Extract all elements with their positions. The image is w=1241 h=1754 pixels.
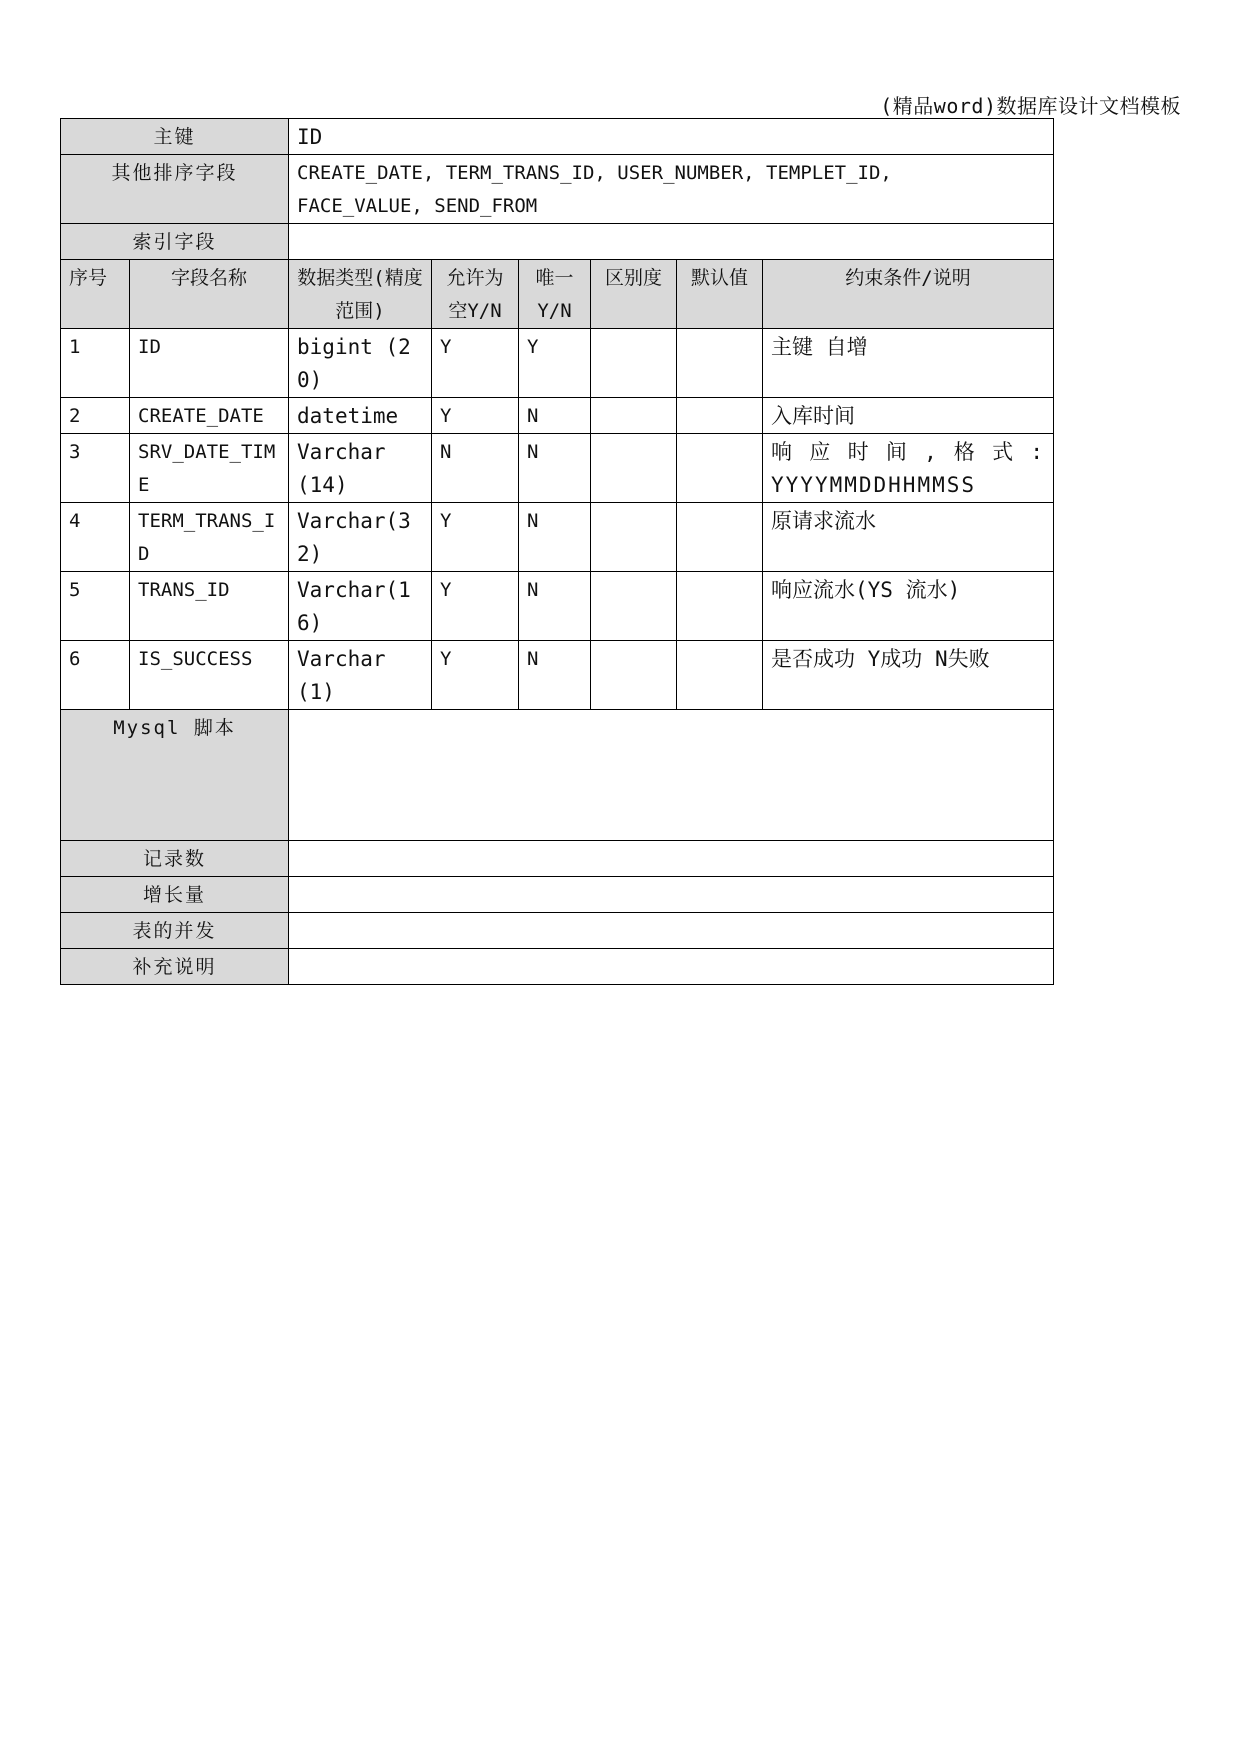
notes-label: 补充说明: [61, 949, 289, 985]
cell-seq: 2: [61, 398, 130, 434]
cell-distinct: [591, 398, 677, 434]
cell-seq: 5: [61, 572, 130, 641]
cell-nullable: Y: [432, 572, 519, 641]
row-primary-key: [61, 119, 1054, 155]
row-notes: [61, 949, 1054, 985]
table-row: [61, 329, 1054, 398]
col-header-name: 字段名称: [130, 260, 289, 329]
cell-name: IS_SUCCESS: [130, 641, 289, 710]
growth-label: 增长量: [61, 877, 289, 913]
cell-unique: N: [519, 503, 591, 572]
cell-default: [677, 503, 763, 572]
record-count-value: [289, 841, 1054, 877]
table-row: [61, 398, 1054, 434]
notes-value: [289, 949, 1054, 985]
column-header-row: [61, 260, 1054, 329]
cell-name: SRV_DATE_TIME: [130, 434, 289, 503]
cell-nullable: Y: [432, 503, 519, 572]
cell-name: TERM_TRANS_ID: [130, 503, 289, 572]
mysql-script-label: Mysql 脚本: [61, 710, 289, 841]
cell-constraint: 是否成功 Y成功 N失败: [763, 641, 1054, 710]
growth-value: [289, 877, 1054, 913]
cell-constraint: 响 应 时 间 , 格 式 : YYYYMMDDHHMMSS: [763, 434, 1054, 503]
row-record-count: [61, 841, 1054, 877]
cell-type: Varchar(1): [289, 641, 432, 710]
cell-name: CREATE_DATE: [130, 398, 289, 434]
cell-default: [677, 398, 763, 434]
cell-nullable: Y: [432, 398, 519, 434]
cell-unique: Y: [519, 329, 591, 398]
table-spec: [60, 118, 1054, 985]
cell-seq: 4: [61, 503, 130, 572]
row-mysql-script: [61, 710, 1054, 841]
row-growth: [61, 877, 1054, 913]
col-header-type: 数据类型(精度范围): [289, 260, 432, 329]
cell-default: [677, 572, 763, 641]
col-header-default: 默认值: [677, 260, 763, 329]
col-header-constraint: 约束条件/说明: [763, 260, 1054, 329]
cell-seq: 3: [61, 434, 130, 503]
cell-name: ID: [130, 329, 289, 398]
cell-type: bigint (20): [289, 329, 432, 398]
cell-distinct: [591, 329, 677, 398]
other-sort-value: [289, 155, 1054, 224]
row-index: [61, 224, 1054, 260]
cell-nullable: Y: [432, 329, 519, 398]
other-sort-line2: FACE_VALUE, SEND_FROM: [297, 195, 538, 217]
cell-default: [677, 434, 763, 503]
cell-seq: 1: [61, 329, 130, 398]
cell-unique: N: [519, 434, 591, 503]
cell-constraint: 主键 自增: [763, 329, 1054, 398]
primary-key-label: 主键: [61, 119, 289, 155]
cell-unique: N: [519, 572, 591, 641]
cell-constraint: 原请求流水: [763, 503, 1054, 572]
other-sort-label: 其他排序字段: [61, 155, 289, 224]
col-header-unique: 唯一Y/N: [519, 260, 591, 329]
row-other-sort: [61, 155, 1054, 224]
cell-nullable: N: [432, 434, 519, 503]
index-value: [289, 224, 1054, 260]
cell-type: Varchar(32): [289, 503, 432, 572]
page-header-title: (精品word)数据库设计文档模板: [880, 94, 1181, 118]
concurrency-label: 表的并发: [61, 913, 289, 949]
cell-constraint: 响应流水(YS 流水): [763, 572, 1054, 641]
table-row: [61, 503, 1054, 572]
cell-default: [677, 329, 763, 398]
other-sort-line1: CREATE_DATE, TERM_TRANS_ID, USER_NUMBER, TEMPLET_ID,: [297, 162, 892, 184]
col-header-distinct: 区别度: [591, 260, 677, 329]
cell-unique: N: [519, 398, 591, 434]
col-header-nullable: 允许为空Y/N: [432, 260, 519, 329]
mysql-script-value: [289, 710, 1054, 841]
cell-distinct: [591, 503, 677, 572]
col-header-seq: 序号: [61, 260, 130, 329]
cell-unique: N: [519, 641, 591, 710]
cell-name: TRANS_ID: [130, 572, 289, 641]
cell-distinct: [591, 434, 677, 503]
cell-type: datetime: [289, 398, 432, 434]
cell-constraint: 入库时间: [763, 398, 1054, 434]
table-row: [61, 434, 1054, 503]
primary-key-value: ID: [289, 119, 1054, 155]
cell-distinct: [591, 641, 677, 710]
cell-seq: 6: [61, 641, 130, 710]
row-concurrency: [61, 913, 1054, 949]
cell-type: Varchar (14): [289, 434, 432, 503]
cell-default: [677, 641, 763, 710]
cell-distinct: [591, 572, 677, 641]
record-count-label: 记录数: [61, 841, 289, 877]
cell-type: Varchar(16): [289, 572, 432, 641]
cell-nullable: Y: [432, 641, 519, 710]
table-row: [61, 641, 1054, 710]
concurrency-value: [289, 913, 1054, 949]
index-label: 索引字段: [61, 224, 289, 260]
table-row: [61, 572, 1054, 641]
